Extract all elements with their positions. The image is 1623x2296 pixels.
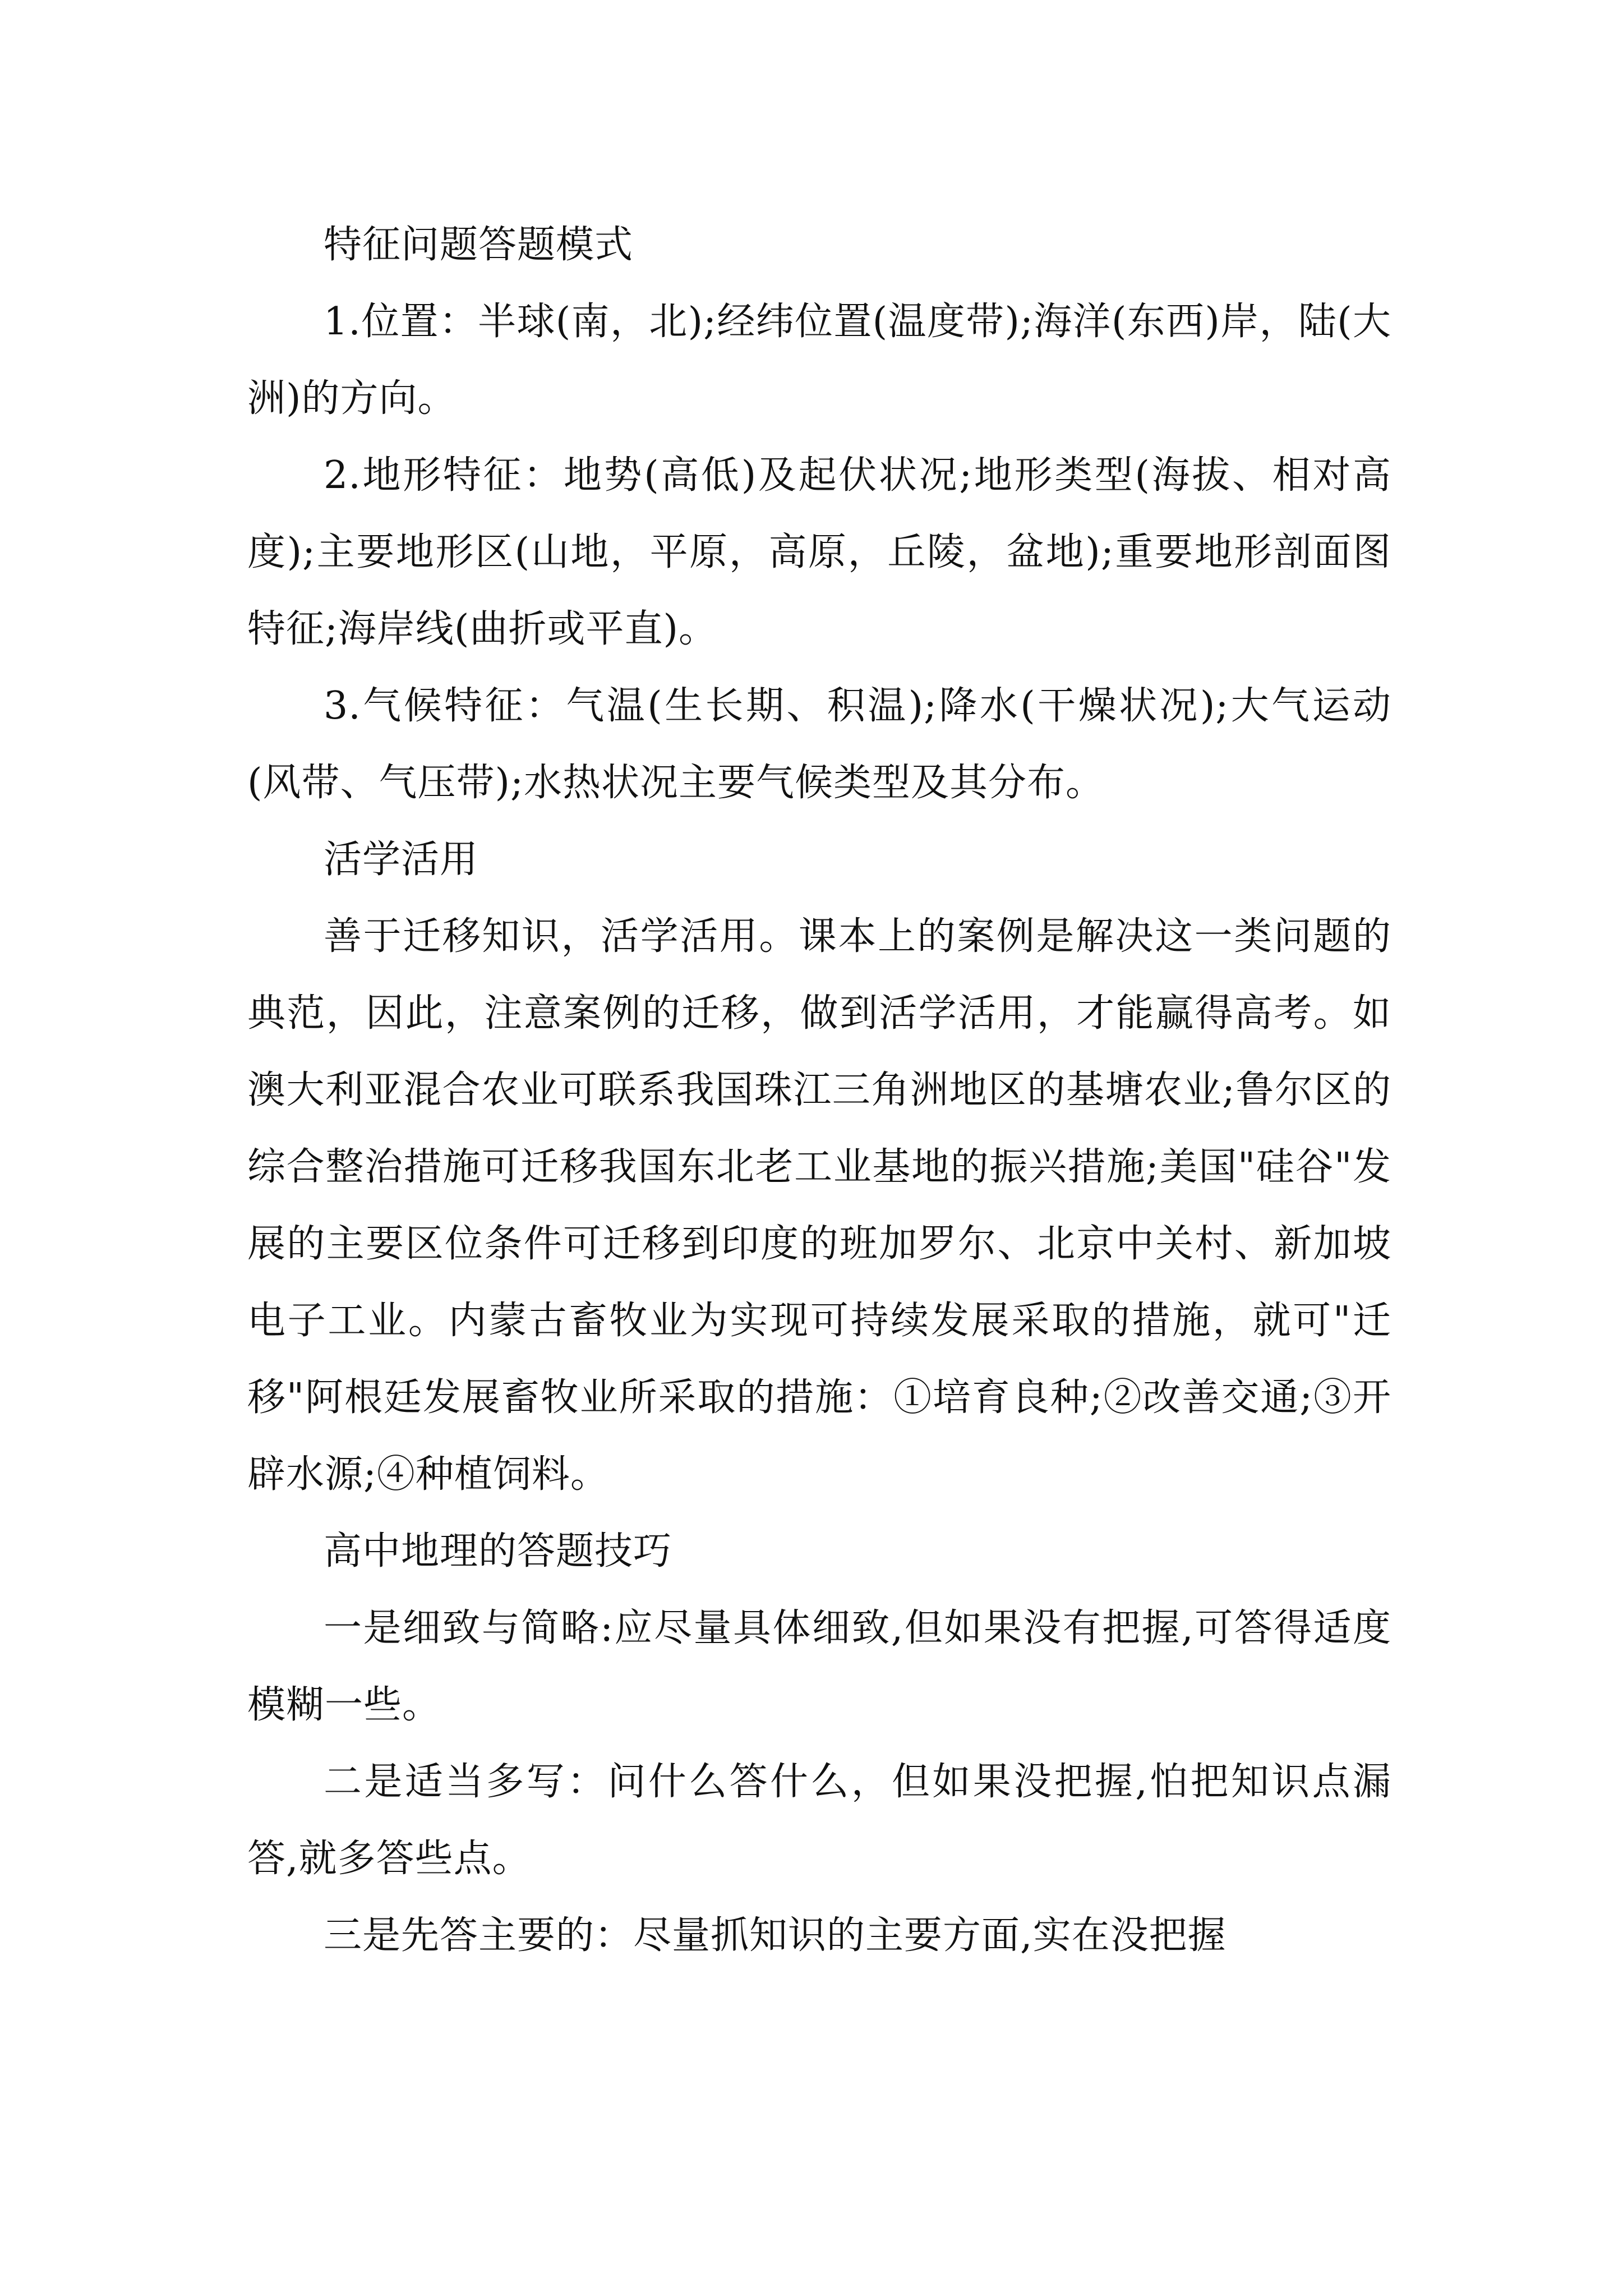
paragraph-terrain: 2.地形特征：地势(高低)及起伏状况;地形类型(海拔、相对高度);主要地形区(山地，平原，高原，丘陵，盆地);重要地形剖面图特征;海岸线(曲折或平直)。	[247, 453, 1391, 651]
paragraph-tip-three: 三是先答主要的：尽量抓知识的主要方面,实在没把握	[324, 1913, 1227, 1958]
paragraph-climate: 3.气候特征：气温(生长期、积温);降水(干燥状况);大气运动(风带、气压带);水热状况主要气候类型及其分布。	[247, 684, 1391, 805]
paragraph-knowledge-transfer: 善于迁移知识，活学活用。课本上的案例是解决这一类问题的典范，因此，注意案例的迁移，做到活学活用，才能赢得高考。如澳大利亚混合农业可联系我国珠江三角洲地区的基塘农业;鲁尔区的综合整治措施可迁移我国东北老工业基地的振兴措施;美国"硅谷"发展的主要区位条件可迁移到印度的班加罗尔、北京中关村、新加坡电子工业。内蒙古畜牧业为实现可持续发展采取的措施，就可"迁移"阿根廷发展畜牧业所采取的措施：①培育良种;②改善交通;③开辟水源;④种植饲料。	[247, 914, 1391, 1497]
paragraph-tip-one: 一是细致与简略:应尽量具体细致,但如果没有把握,可答得适度模糊一些。	[247, 1606, 1391, 1727]
section-heading-apply-knowledge: 活学活用	[324, 838, 479, 882]
paragraph-tip-two: 二是适当多写：问什么答什么，但如果没把握,怕把知识点漏答,就多答些点。	[247, 1760, 1391, 1881]
section-heading-feature-answer-pattern: 特征问题答题模式	[324, 223, 634, 267]
document-body	[247, 206, 1391, 1974]
paragraph-location: 1.位置：半球(南，北);经纬位置(温度带);海洋(东西)岸，陆(大洲)的方向。	[247, 300, 1391, 421]
section-heading-answer-tips: 高中地理的答题技巧	[324, 1529, 672, 1573]
